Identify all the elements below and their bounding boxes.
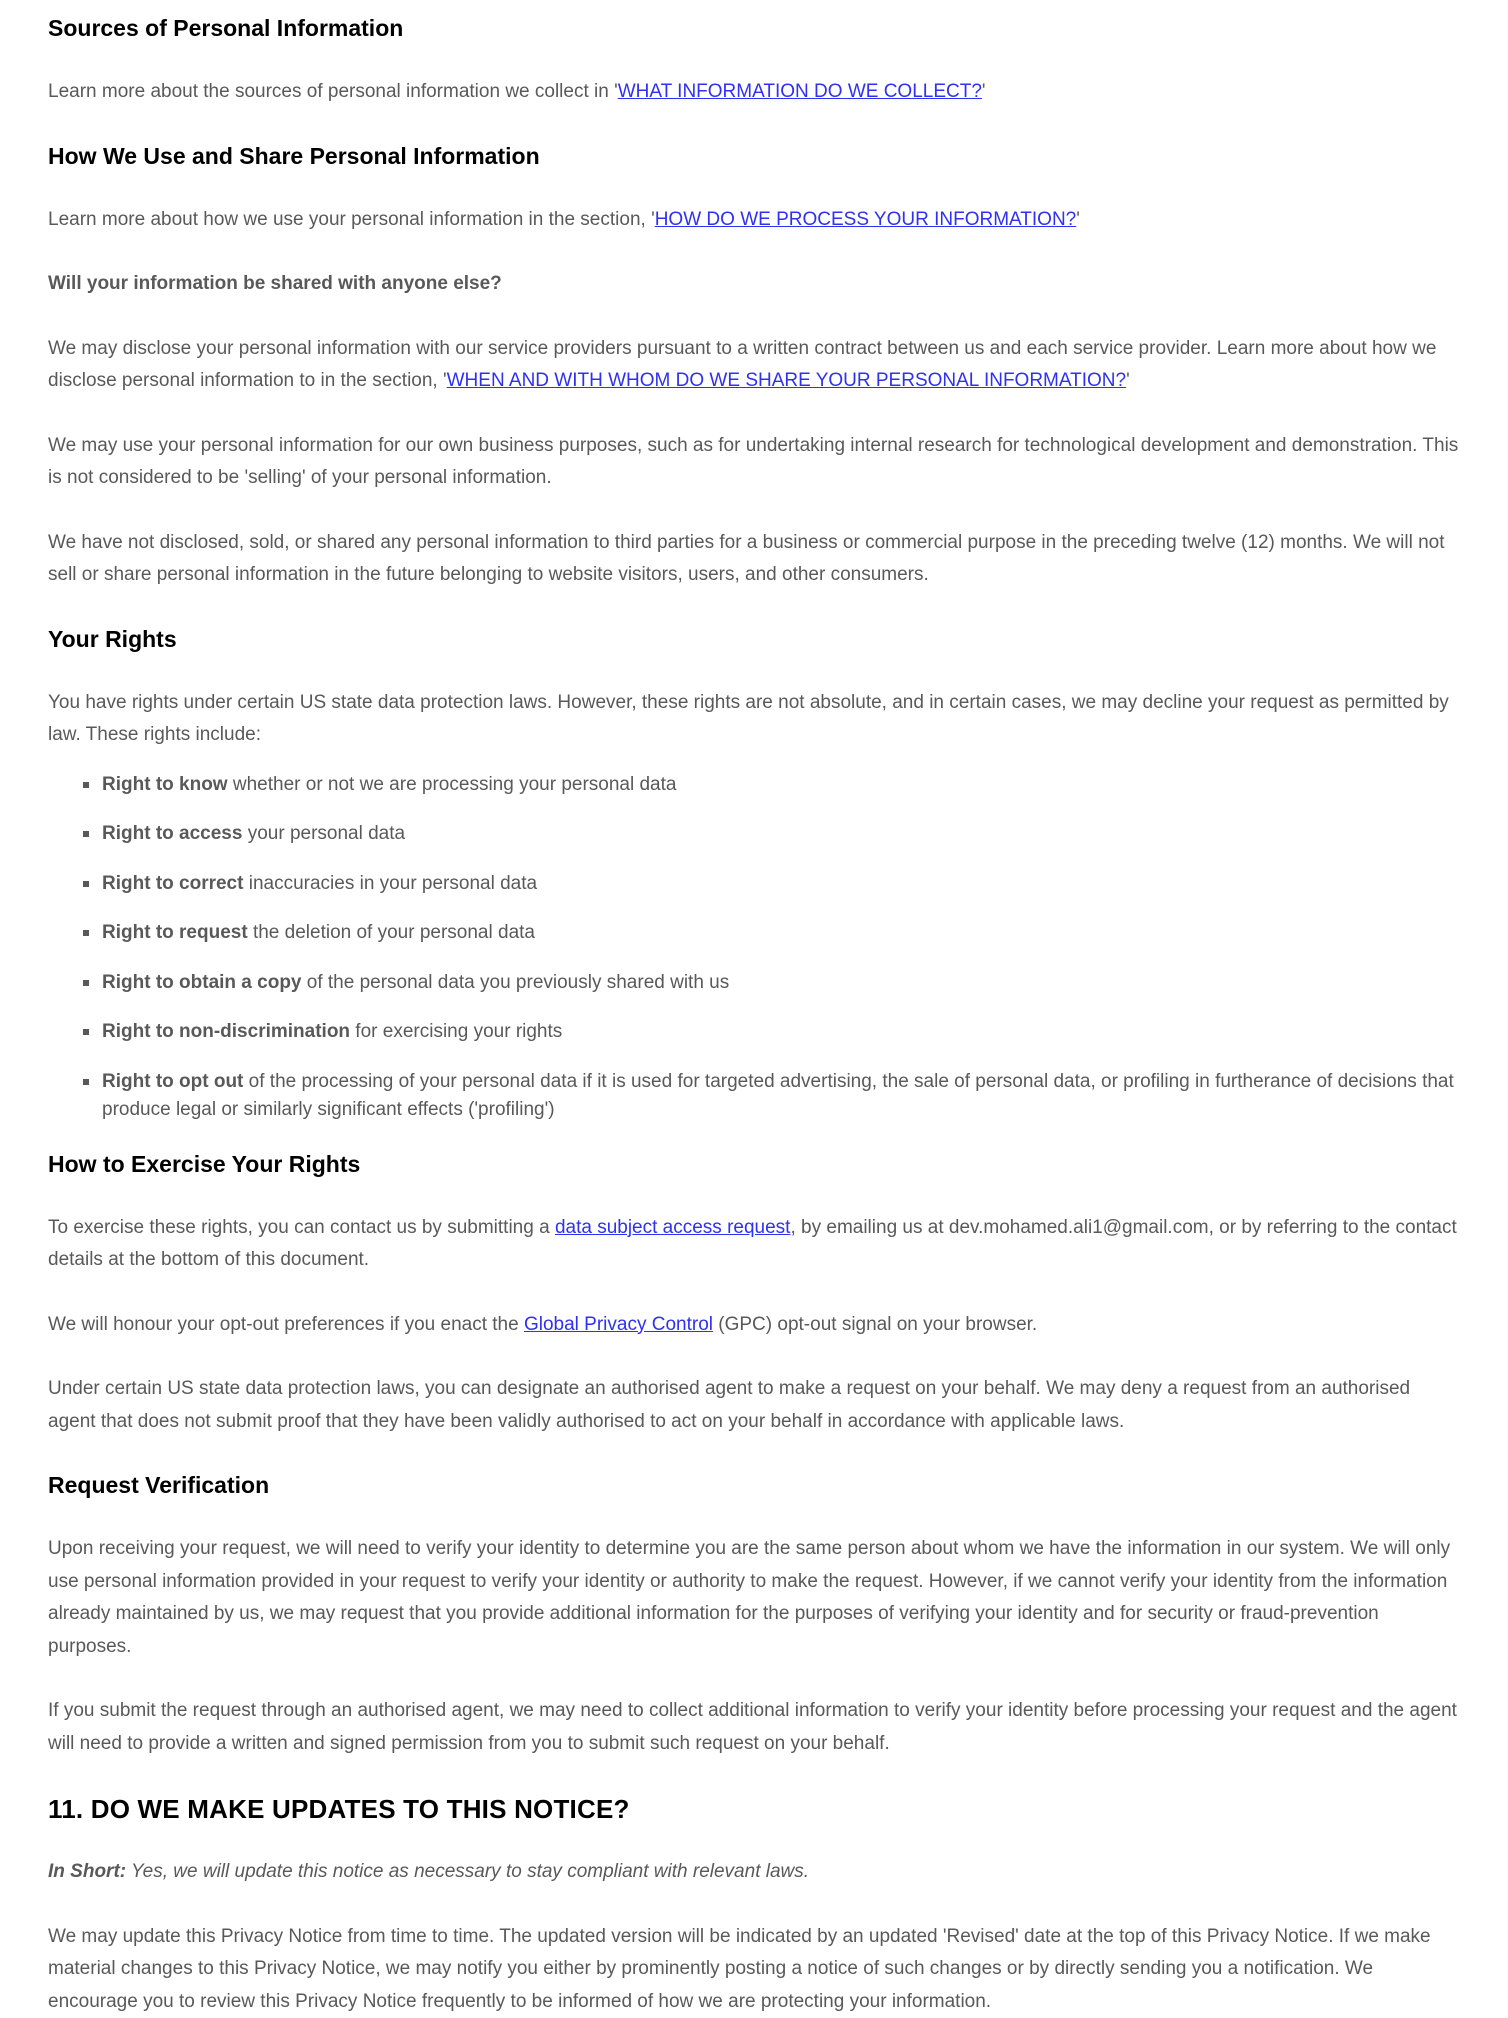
in-short-paragraph [48,1856,1460,1889]
right-description: whether or not we are processing your personal data [228,774,677,795]
list-item [102,1068,1460,1124]
in-short-text: Yes, we will update this notice as necessary to stay compliant with relevant laws. [126,1861,809,1882]
updates-heading: 11. DO WE MAKE UPDATES TO THIS NOTICE? [48,1792,1460,1826]
your-rights-intro: You have rights under certain US state data protection laws. However, these rights are not absolute, and in certain cases, we may decline your request as permitted by law. These rights include: [48,687,1460,752]
list-item [102,771,1460,799]
section-updates [48,1792,1460,2018]
sources-text-before: Learn more about the sources of personal information we collect in ' [48,81,618,102]
exercise-paragraph-2 [48,1309,1460,1342]
use-share-p2-before: We may disclose your personal information with our service providers pursuant to a written contract between us and each service provider. Learn more about how we disclose personal information to in the section, ' [48,338,1436,392]
section-request-verification [48,1470,1460,1760]
list-item [102,870,1460,898]
sources-paragraph [48,76,1460,109]
use-share-heading: How We Use and Share Personal Information [48,141,1460,171]
request-verification-heading: Request Verification [48,1470,1460,1500]
verification-paragraph-1: Upon receiving your request, we will need to verify your identity to determine you are the same person about whom we have the information in our system. We will only use personal information provided in your request to verify your identity or authority to make the request. However, if we cannot verify your identity from the information already maintained by us, we may request that you provide additional information for the purposes of verifying your identity and for security or fraud-prevention purposes. [48,1533,1460,1663]
use-share-paragraph-2 [48,333,1460,398]
right-description: of the processing of your personal data if it is used for targeted advertising, the sale of personal data, or profiling in furtherance of decisions that produce legal or similarly significant effects ('profiling') [102,1071,1454,1120]
shared-question: Will your information be shared with anyone else? [48,268,1460,301]
section-use-share [48,141,1460,592]
use-share-p1-after: ' [1076,209,1080,230]
list-item [102,1018,1460,1046]
use-share-paragraph-4: We have not disclosed, sold, or shared any personal information to third parties for a business or commercial purpose in the preceding twelve (12) months. We will not sell or share personal information in the future belonging to website visitors, users, and other consumers. [48,527,1460,592]
link-how-do-we-process[interactable]: HOW DO WE PROCESS YOUR INFORMATION? [655,209,1077,230]
right-label: Right to correct [102,873,243,894]
link-data-subject-access-request[interactable]: data subject access request [555,1217,791,1238]
exercise-p1-before: To exercise these rights, you can contact us by submitting a [48,1217,555,1238]
right-description: your personal data [242,823,405,844]
link-global-privacy-control[interactable]: Global Privacy Control [524,1314,713,1335]
use-share-paragraph-1 [48,204,1460,237]
in-short-label: In Short: [48,1861,126,1882]
use-share-paragraph-3: We may use your personal information for our own business purposes, such as for undertaking internal research for technological development and demonstration. This is not considered to be 'selling' of your personal information. [48,430,1460,495]
right-description: inaccuracies in your personal data [243,873,537,894]
list-item [102,969,1460,997]
exercise-p2-after: (GPC) opt-out signal on your browser. [713,1314,1037,1335]
use-share-p2-after: ' [1126,370,1130,391]
section-your-rights [48,624,1460,1124]
link-what-information-do-we-collect[interactable]: WHAT INFORMATION DO WE COLLECT? [618,81,982,102]
list-item [102,919,1460,947]
updates-paragraph-1: We may update this Privacy Notice from time to time. The updated version will be indicated by an updated 'Revised' date at the top of this Privacy Notice. If we make material changes to this Privacy Notice, we may notify you either by prominently posting a notice of such changes or by directly sending you a notification. We encourage you to review this Privacy Notice frequently to be informed of how we are protecting your information. [48,1921,1460,2018]
section-exercise-rights [48,1149,1460,1439]
right-description: of the personal data you previously shared with us [302,972,730,993]
exercise-p1-after: , by emailing us at dev.mohamed.ali1@gmail.com, or by referring to the contact details at the bottom of this document. [48,1217,1457,1271]
right-label: Right to opt out [102,1071,243,1092]
exercise-paragraph-3: Under certain US state data protection laws, you can designate an authorised agent to make a request on your behalf. We may deny a request from an authorised agent that does not submit proof that they have been validly authorised to act on your behalf in accordance with applicable laws. [48,1373,1460,1438]
right-label: Right to know [102,774,228,795]
use-share-p1-before: Learn more about how we use your personal information in the section, ' [48,209,655,230]
exercise-p2-before: We will honour your opt-out preferences if you enact the [48,1314,524,1335]
right-label: Right to non-discrimination [102,1021,350,1042]
right-description: the deletion of your personal data [248,922,535,943]
verification-paragraph-2: If you submit the request through an authorised agent, we may need to collect additional information to verify your identity before processing your request and the agent will need to provide a written and signed permission from you to submit such request on your behalf. [48,1695,1460,1760]
list-item [102,820,1460,848]
right-description: for exercising your rights [350,1021,562,1042]
link-when-and-with-whom[interactable]: WHEN AND WITH WHOM DO WE SHARE YOUR PERSONAL INFORMATION? [447,370,1126,391]
right-label: Right to obtain a copy [102,972,302,993]
sources-text-after: ' [982,81,986,102]
rights-list [48,771,1460,1124]
section-sources [48,0,1460,109]
right-label: Right to access [102,823,242,844]
your-rights-heading: Your Rights [48,624,1460,654]
right-label: Right to request [102,922,248,943]
exercise-rights-heading: How to Exercise Your Rights [48,1149,1460,1179]
sources-heading: Sources of Personal Information [48,0,1460,43]
exercise-paragraph-1 [48,1212,1460,1277]
